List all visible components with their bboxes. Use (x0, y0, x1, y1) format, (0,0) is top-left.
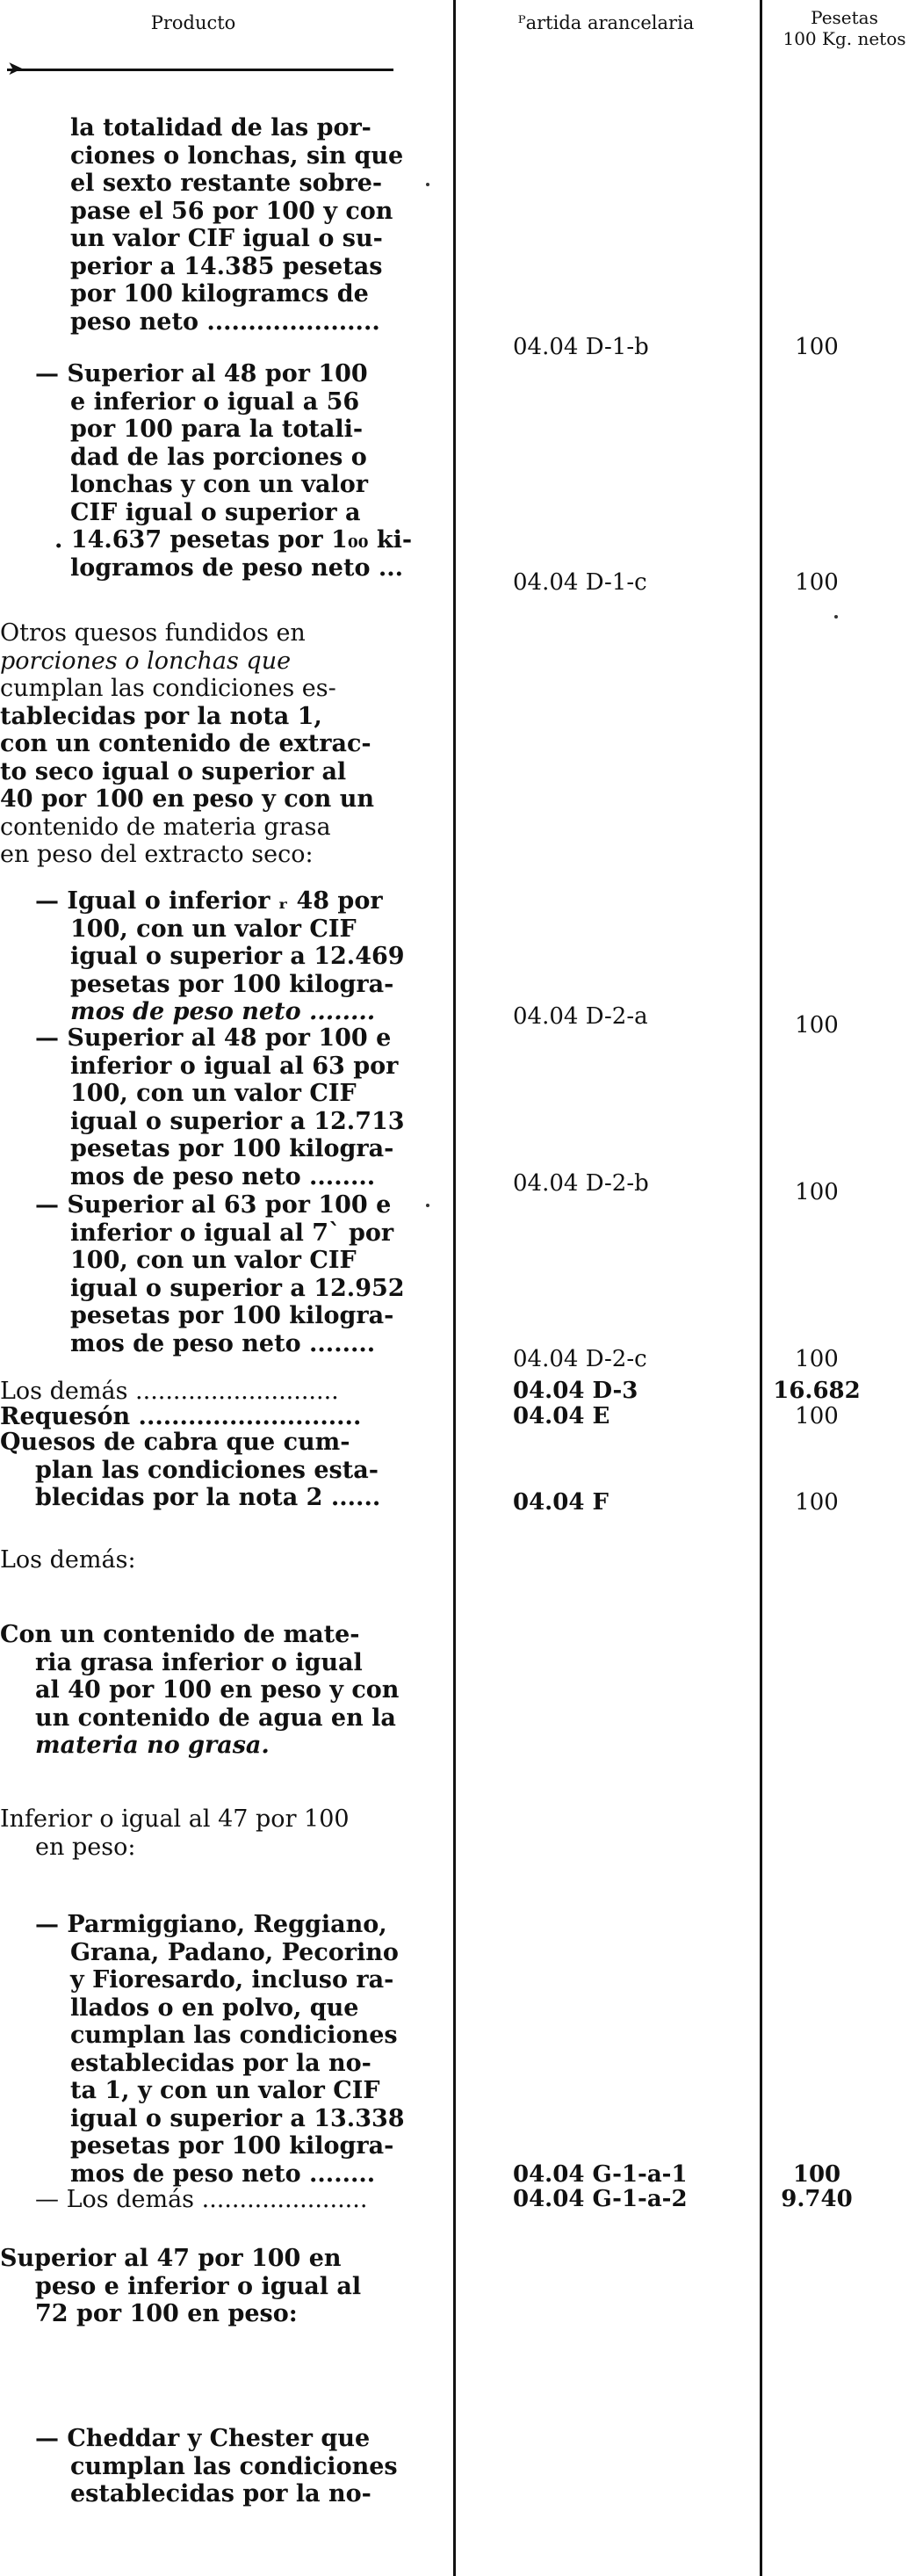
text-line: Superior al 47 por 100 en (0, 2245, 342, 2272)
tariff-ref: 04.04 G-1-a-2 (513, 2186, 688, 2212)
entry-block (0, 1546, 413, 1574)
tariff-ref: 04.04 F (513, 1489, 609, 1516)
header-pesetas (773, 7, 916, 49)
entry-block (35, 2186, 448, 2214)
text-line: Con un contenido de mate- (0, 1621, 360, 1648)
text-line: y Fioresardo, incluso ra- (70, 1966, 394, 1994)
text-line: en peso: (35, 1833, 136, 1861)
text-line: establecidas por la no- (70, 2049, 371, 2077)
text-line: la totalidad de las por- (70, 114, 371, 141)
text-line: con un contenido de extrac- (0, 730, 371, 757)
text-line: peso neto ..................... (70, 308, 380, 336)
entry-block (0, 1378, 413, 1406)
entry-block (35, 1191, 448, 1357)
text-line: e inferior o igual a 56 (70, 387, 360, 416)
header-pesetas-line2: 100 Kg. netos (783, 28, 906, 49)
text-line: — Cheddar y Chester que (35, 2425, 371, 2452)
text-line: por 100 kilogramcs de (70, 280, 369, 308)
entry-block (0, 2245, 413, 2328)
tariff-ref: 04.04 G-1-a-1 (513, 2161, 688, 2188)
text-line: ria grasa inferior o igual (35, 1648, 363, 1676)
text-line: un valor CIF igual o su- (70, 225, 383, 252)
text-line: el sexto restante sobre- (70, 170, 383, 197)
entry-block (35, 1024, 448, 1190)
text-line: llados o en polvo, que (70, 1994, 359, 2022)
text-line: . 14.637 pesetas por 1₀₀ ki- (54, 526, 413, 554)
text-line: — Igual o inferior ᵣ 48 por (35, 887, 383, 915)
entry-block (70, 114, 483, 336)
header-pesetas-line1: Pesetas (811, 7, 878, 28)
text-line: — Superior al 48 por 100 e (35, 1024, 392, 1052)
text-line: — Los demás ...................... (35, 2186, 368, 2213)
duty-value: 100 (792, 2161, 841, 2188)
arrow-icon: ➤ (7, 58, 24, 80)
header-rule (7, 69, 393, 71)
text-line: igual o superior a 13.338 (70, 2104, 405, 2132)
text-line: porciones o lonchas que (0, 647, 292, 675)
text-line: pesetas por 100 kilogra- (70, 2132, 394, 2160)
scan-speck (426, 183, 429, 186)
text-line: logramos de peso neto ... (70, 554, 404, 582)
duty-value: 9.740 (781, 2186, 853, 2212)
text-line: Otros quesos fundidos en (0, 619, 306, 647)
text-line: un contenido de agua en la (35, 1704, 396, 1732)
duty-value: 100 (795, 569, 839, 596)
text-line: 100, con un valor CIF (70, 1247, 357, 1274)
text-line: — Superior al 63 por 100 e (35, 1191, 392, 1219)
duty-value: 100 (795, 334, 839, 360)
text-line: 72 por 100 en peso: (35, 2300, 298, 2327)
tariff-ref: 04.04 E (513, 1403, 610, 1429)
text-line: plan las condiciones esta- (35, 1456, 379, 1484)
text-line: por 100 para la totali- (70, 416, 364, 443)
tariff-ref: 04.04 D-2-c (513, 1346, 647, 1372)
text-line: tablecidas por la nota 1, (0, 702, 322, 730)
tariff-ref: 04.04 D-1-b (513, 334, 649, 360)
text-line: blecidas por la nota 2 ...... (35, 1484, 381, 1511)
text-line: igual o superior a 12.713 (70, 1107, 405, 1135)
text-line: cumplan las condiciones (70, 2022, 398, 2049)
text-line: materia no grasa. (35, 1732, 270, 1759)
text-line: pase el 56 por 100 y con (70, 197, 393, 225)
text-line: CIF igual o superior a (70, 498, 361, 526)
entry-block (35, 1911, 448, 2188)
scan-speck (834, 615, 838, 619)
text-line: igual o superior a 12.469 (70, 943, 405, 970)
header-producto: Producto (150, 12, 236, 33)
text-line: 100, con un valor CIF (70, 1080, 357, 1107)
text-line: 40 por 100 en peso y con un (0, 785, 374, 813)
entry-block (35, 2425, 448, 2508)
text-line: Grana, Padano, Pecorino (70, 1938, 399, 1966)
text-line: mos de peso neto ........ (70, 998, 376, 1025)
text-line: al 40 por 100 en peso y con (35, 1676, 400, 1704)
entry-block (35, 360, 448, 582)
tariff-ref: 04.04 D-3 (513, 1378, 638, 1404)
text-line: establecidas por la no- (70, 2480, 371, 2507)
text-line: inferior o igual al 63 por (70, 1052, 399, 1080)
text-line: Requesón ........................... (0, 1403, 362, 1430)
text-line: 100, con un valor CIF (70, 915, 357, 943)
entry-block (0, 619, 413, 869)
text-line: cumplan las condiciones (70, 2452, 398, 2480)
text-line: Inferior o igual al 47 por 100 (0, 1805, 350, 1833)
scan-speck (426, 1204, 429, 1207)
column-divider-left (453, 0, 456, 2576)
entry-block (35, 887, 448, 1026)
text-line: contenido de materia grasa (0, 813, 331, 841)
entry-block (0, 1403, 413, 1431)
text-line: mos de peso neto ........ (70, 1162, 376, 1190)
text-line: peso e inferior o igual al (35, 2272, 362, 2300)
text-line: dad de las porciones o (70, 443, 367, 471)
text-line: ciones o lonchas, sin que (70, 141, 404, 170)
tariff-ref: 04.04 D-1-c (513, 569, 647, 596)
text-line: pesetas por 100 kilogra- (70, 970, 394, 998)
header-partida-arancelaria: ᴾartida arancelaria (517, 12, 695, 33)
entry-block (0, 1621, 413, 1760)
text-line: mos de peso neto ........ (70, 1329, 376, 1357)
tariff-ref: 04.04 D-2-b (513, 1170, 649, 1197)
text-line: pesetas por 100 kilogra- (70, 1302, 394, 1329)
tariff-ref: 04.04 D-2-a (513, 1003, 648, 1030)
text-line: — Superior al 48 por 100 (35, 360, 368, 387)
text-line: inferior o igual al 7` por (70, 1219, 394, 1247)
text-line: perior a 14.385 pesetas (70, 252, 383, 280)
text-line: — Parmiggiano, Reggiano, (35, 1911, 387, 1938)
text-line: to seco igual o superior al (0, 757, 347, 785)
text-line: pesetas por 100 kilogra- (70, 1135, 394, 1162)
duty-value: 100 (795, 1012, 839, 1038)
duty-value: 100 (795, 1403, 839, 1429)
duty-value: 100 (795, 1346, 839, 1372)
text-line: mos de peso neto ........ (70, 2160, 376, 2188)
text-line: cumplan las condiciones es- (0, 675, 336, 702)
text-line: en peso del extracto seco: (0, 841, 314, 868)
text-line: Los demás: (0, 1546, 136, 1574)
text-line: Quesos de cabra que cum- (0, 1429, 350, 1456)
text-line: Los demás ........................... (0, 1378, 339, 1405)
text-line: lonchas y con un valor (70, 471, 368, 498)
duty-value: 100 (795, 1179, 839, 1205)
text-line: ta 1, y con un valor CIF (70, 2077, 380, 2104)
entry-block (0, 1429, 413, 1512)
entry-block (0, 1805, 413, 1861)
text-line: igual o superior a 12.952 (70, 1274, 405, 1302)
duty-value: 100 (795, 1489, 839, 1516)
duty-value: 16.682 (773, 1378, 861, 1404)
